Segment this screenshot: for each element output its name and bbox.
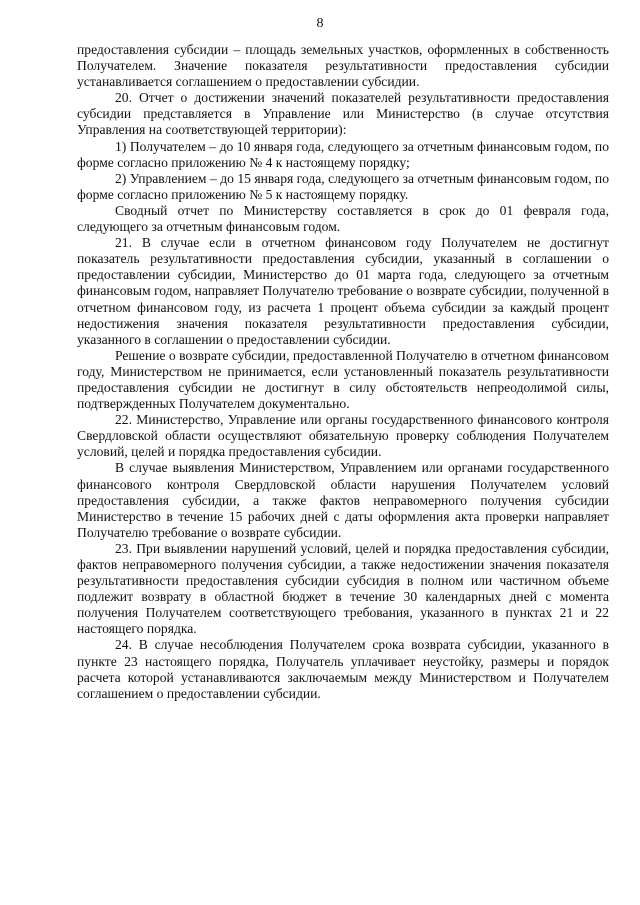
paragraph-clause-22-violations: В случае выявления Министерством, Управлением или органами государственного финансового контроля Свердловской области нарушения Получателем условий предоставления субсидии, а также фактов неправомерного получения субсидии Министерство в течение 15 рабочих дней с даты оформления акта проверки направляет Получателю требование о возврате субсидии. <box>77 460 609 540</box>
page-number: 8 <box>316 16 324 31</box>
paragraph-clause-20-item-1: 1) Получателем – до 10 января года, следующего за отчетным финансовым годом, по форме согласно приложению № 4 к настоящему порядку; <box>77 138 609 170</box>
paragraph-clause-20: 20. Отчет о достижении значений показателей результативности предоставления субсидии представляется в Управление или Министерство (в случае отсутствия Управления на соответствующей территории): <box>77 90 609 138</box>
paragraph-clause-23: 23. При выявлении нарушений условий, целей и порядка предоставления субсидии, фактов неправомерного получения субсидии, а также недостижении значения показателя результативности предоставления субсидии субсидия в полном или частичном объеме подлежит возврату в областной бюджет в течение 30 календарных дней с момента получения Получателем соответствующего требования, указанного в пунктах 21 и 22 настоящего порядка. <box>77 540 609 637</box>
paragraph-clause-22: 22. Министерство, Управление или органы государственного финансового контроля Свердловской области осуществляют обязательную проверку соблюдения Получателем условий, целей и порядка предоставления субсидии. <box>77 412 609 460</box>
paragraph-summary-report: Сводный отчет по Министерству составляется в срок до 01 февраля года, следующего за отчетным финансовым годом. <box>77 202 609 235</box>
paragraph-clause-24: 24. В случае несоблюдения Получателем срока возврата субсидии, указанного в пункте 23 настоящего порядка, Получатель уплачивает неустойку, размеры и порядок расчета которой устанавливаются заключаемым между Министерством и Получателем соглашением о предоставлении субсидии. <box>77 637 609 701</box>
paragraph-clause-20-item-2: 2) Управлением – до 15 января года, следующего за отчетным финансовым годом, по форме согласно приложению № 5 к настоящему порядку. <box>77 170 609 202</box>
paragraph-clause-21: 21. В случае если в отчетном финансовом году Получателем не достигнут показатель результативности предоставления субсидии, указанный в соглашении о предоставлении субсидии, Министерство до 01 марта года, следующего за отчетным финансовым годом, направляет Получателю требование о возврате субсидии, полученной в отчетном финансовом году, из расчета 1 процент объема субсидии за каждый процент недостижения значения показателя результативности предоставления субсидии, указанного в соглашении о предоставлении субсидии. <box>77 235 609 347</box>
paragraph-clause-21-decision: Решение о возврате субсидии, предоставленной Получателю в отчетном финансовом году, Министерством не принимается, если установленный показатель результативности предоставления субсидии не достигнут в силу обстоятельств непреодолимой силы, подтвержденных Получателем документально. <box>77 347 609 412</box>
paragraph-continuation: предоставления субсидии – площадь земельных участков, оформленных в собственность Получателем. Значение показателя результативности предоставления субсидии устанавливается соглашением о предоставлении субсидии. <box>77 42 609 90</box>
document-body <box>77 42 609 702</box>
